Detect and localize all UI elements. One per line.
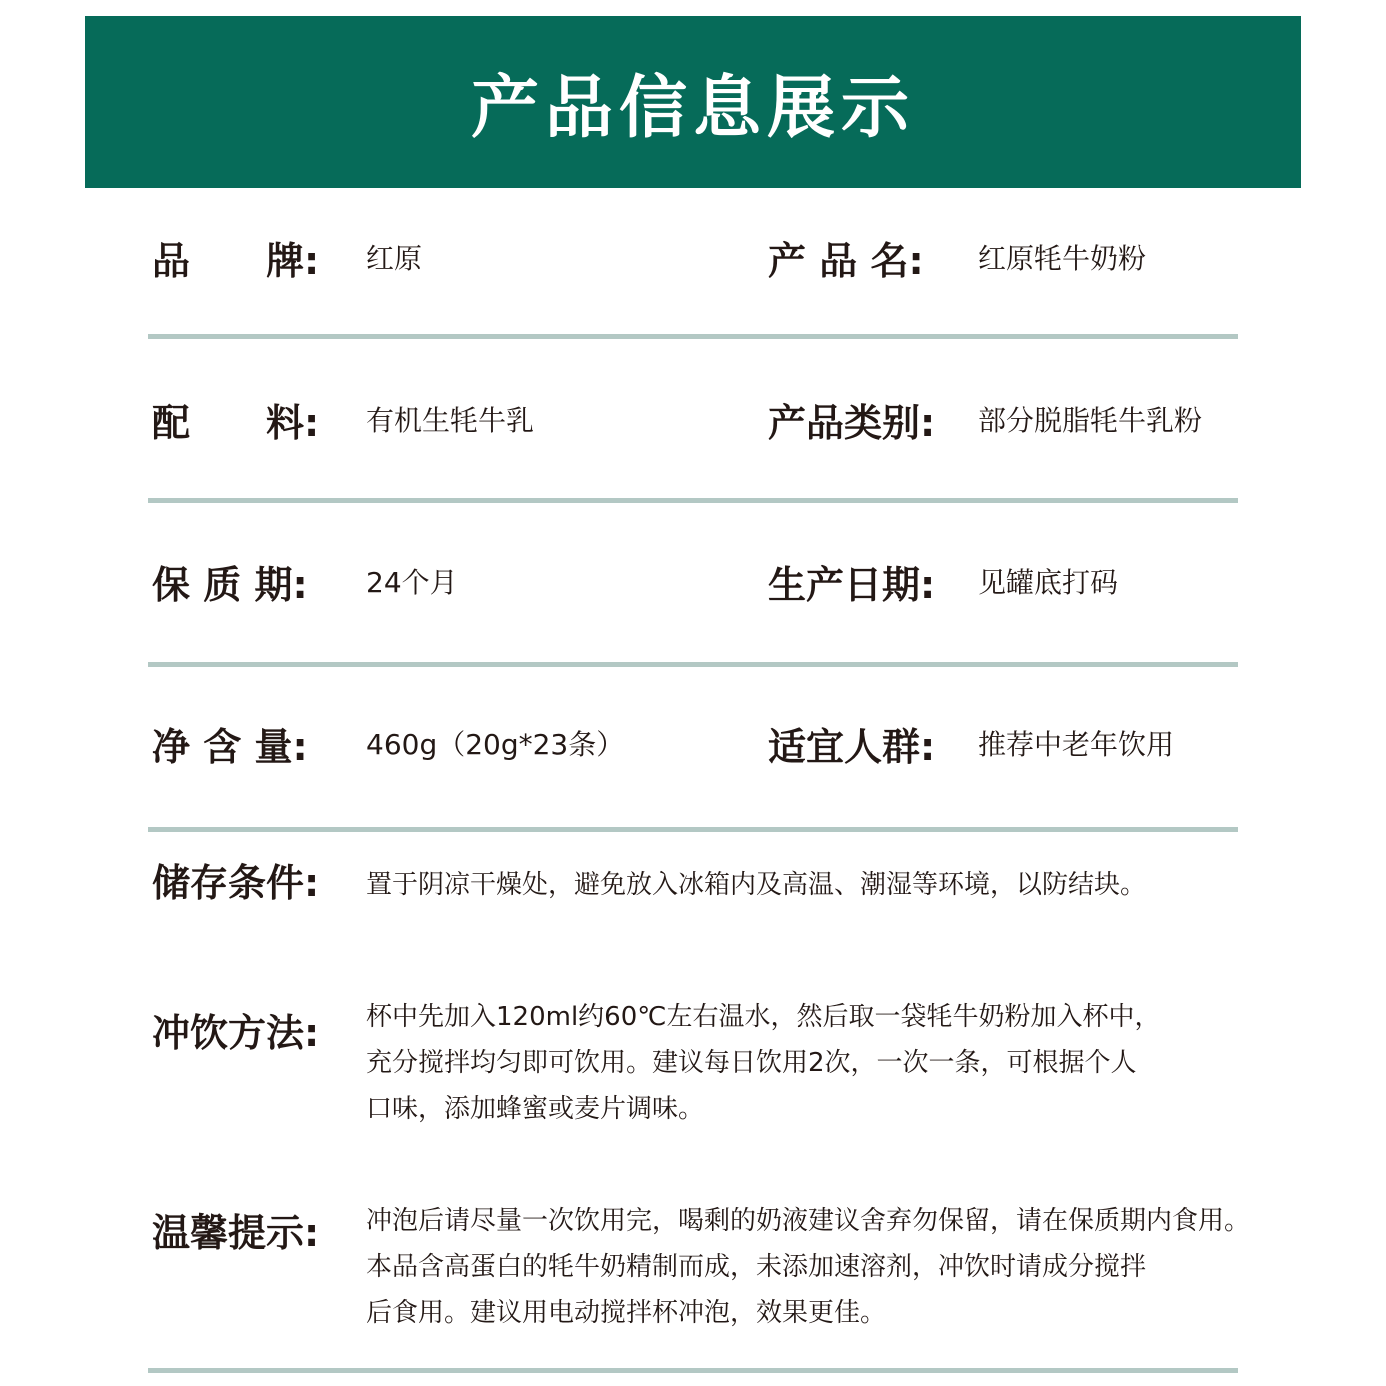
brewing-label: 冲饮方法: [152, 1011, 320, 1055]
brand-value: 红原 [366, 242, 423, 275]
brewing-line: 杯中先加入120ml约60℃左右温水，然后取一袋牦牛奶粉加入杯中， [366, 1002, 1161, 1032]
ingredients-label: 配 料: [152, 401, 320, 445]
divider [148, 662, 1238, 667]
header-banner [85, 16, 1301, 188]
divider [148, 1368, 1238, 1373]
page-title: 产品信息展示 [470, 68, 915, 148]
net-content-value: 460g（20g*23条） [366, 728, 625, 761]
suitable-group-label: 适宜人群: [768, 725, 936, 769]
brewing-line: 充分搅拌均匀即可饮用。建议每日饮用2次，一次一条，可根据个人 [366, 1048, 1137, 1078]
product-name-label: 产 品 名: [768, 239, 924, 283]
tips-line: 后食用。建议用电动搅拌杯冲泡，效果更佳。 [366, 1298, 887, 1328]
tips-label: 温馨提示: [152, 1211, 320, 1255]
brewing-line: 口味，添加蜂蜜或麦片调味。 [366, 1094, 705, 1124]
storage-text-block [366, 862, 1146, 908]
brewing-text-block [366, 994, 1160, 1132]
storage-text: 置于阴凉干燥处，避免放入冰箱内及高温、潮湿等环境，以防结块。 [366, 870, 1147, 900]
suitable-group-value: 推荐中老年饮用 [978, 728, 1175, 761]
ingredients-value: 有机生牦牛乳 [366, 404, 535, 437]
divider [148, 498, 1238, 503]
production-date-label: 生产日期: [768, 563, 936, 607]
production-date-value: 见罐底打码 [978, 566, 1119, 599]
tips-line: 本品含高蛋白的牦牛奶精制而成，未添加速溶剂，冲饮时请成分搅拌 [366, 1252, 1147, 1282]
divider [148, 827, 1238, 832]
product-name-value: 红原牦牛奶粉 [978, 242, 1147, 275]
tips-line: 冲泡后请尽量一次饮用完，喝剩的奶液建议舍弃勿保留，请在保质期内食用。 [366, 1206, 1251, 1236]
shelf-life-label: 保 质 期: [152, 563, 308, 607]
net-content-label: 净 含 量: [152, 725, 308, 769]
category-label: 产品类别: [768, 401, 936, 445]
shelf-life-value: 24个月 [366, 566, 458, 599]
storage-label: 储存条件: [152, 861, 320, 905]
brand-label: 品 牌: [152, 239, 320, 283]
divider [148, 334, 1238, 339]
category-value: 部分脱脂牦牛乳粉 [978, 404, 1203, 437]
tips-text-block [366, 1198, 1250, 1336]
